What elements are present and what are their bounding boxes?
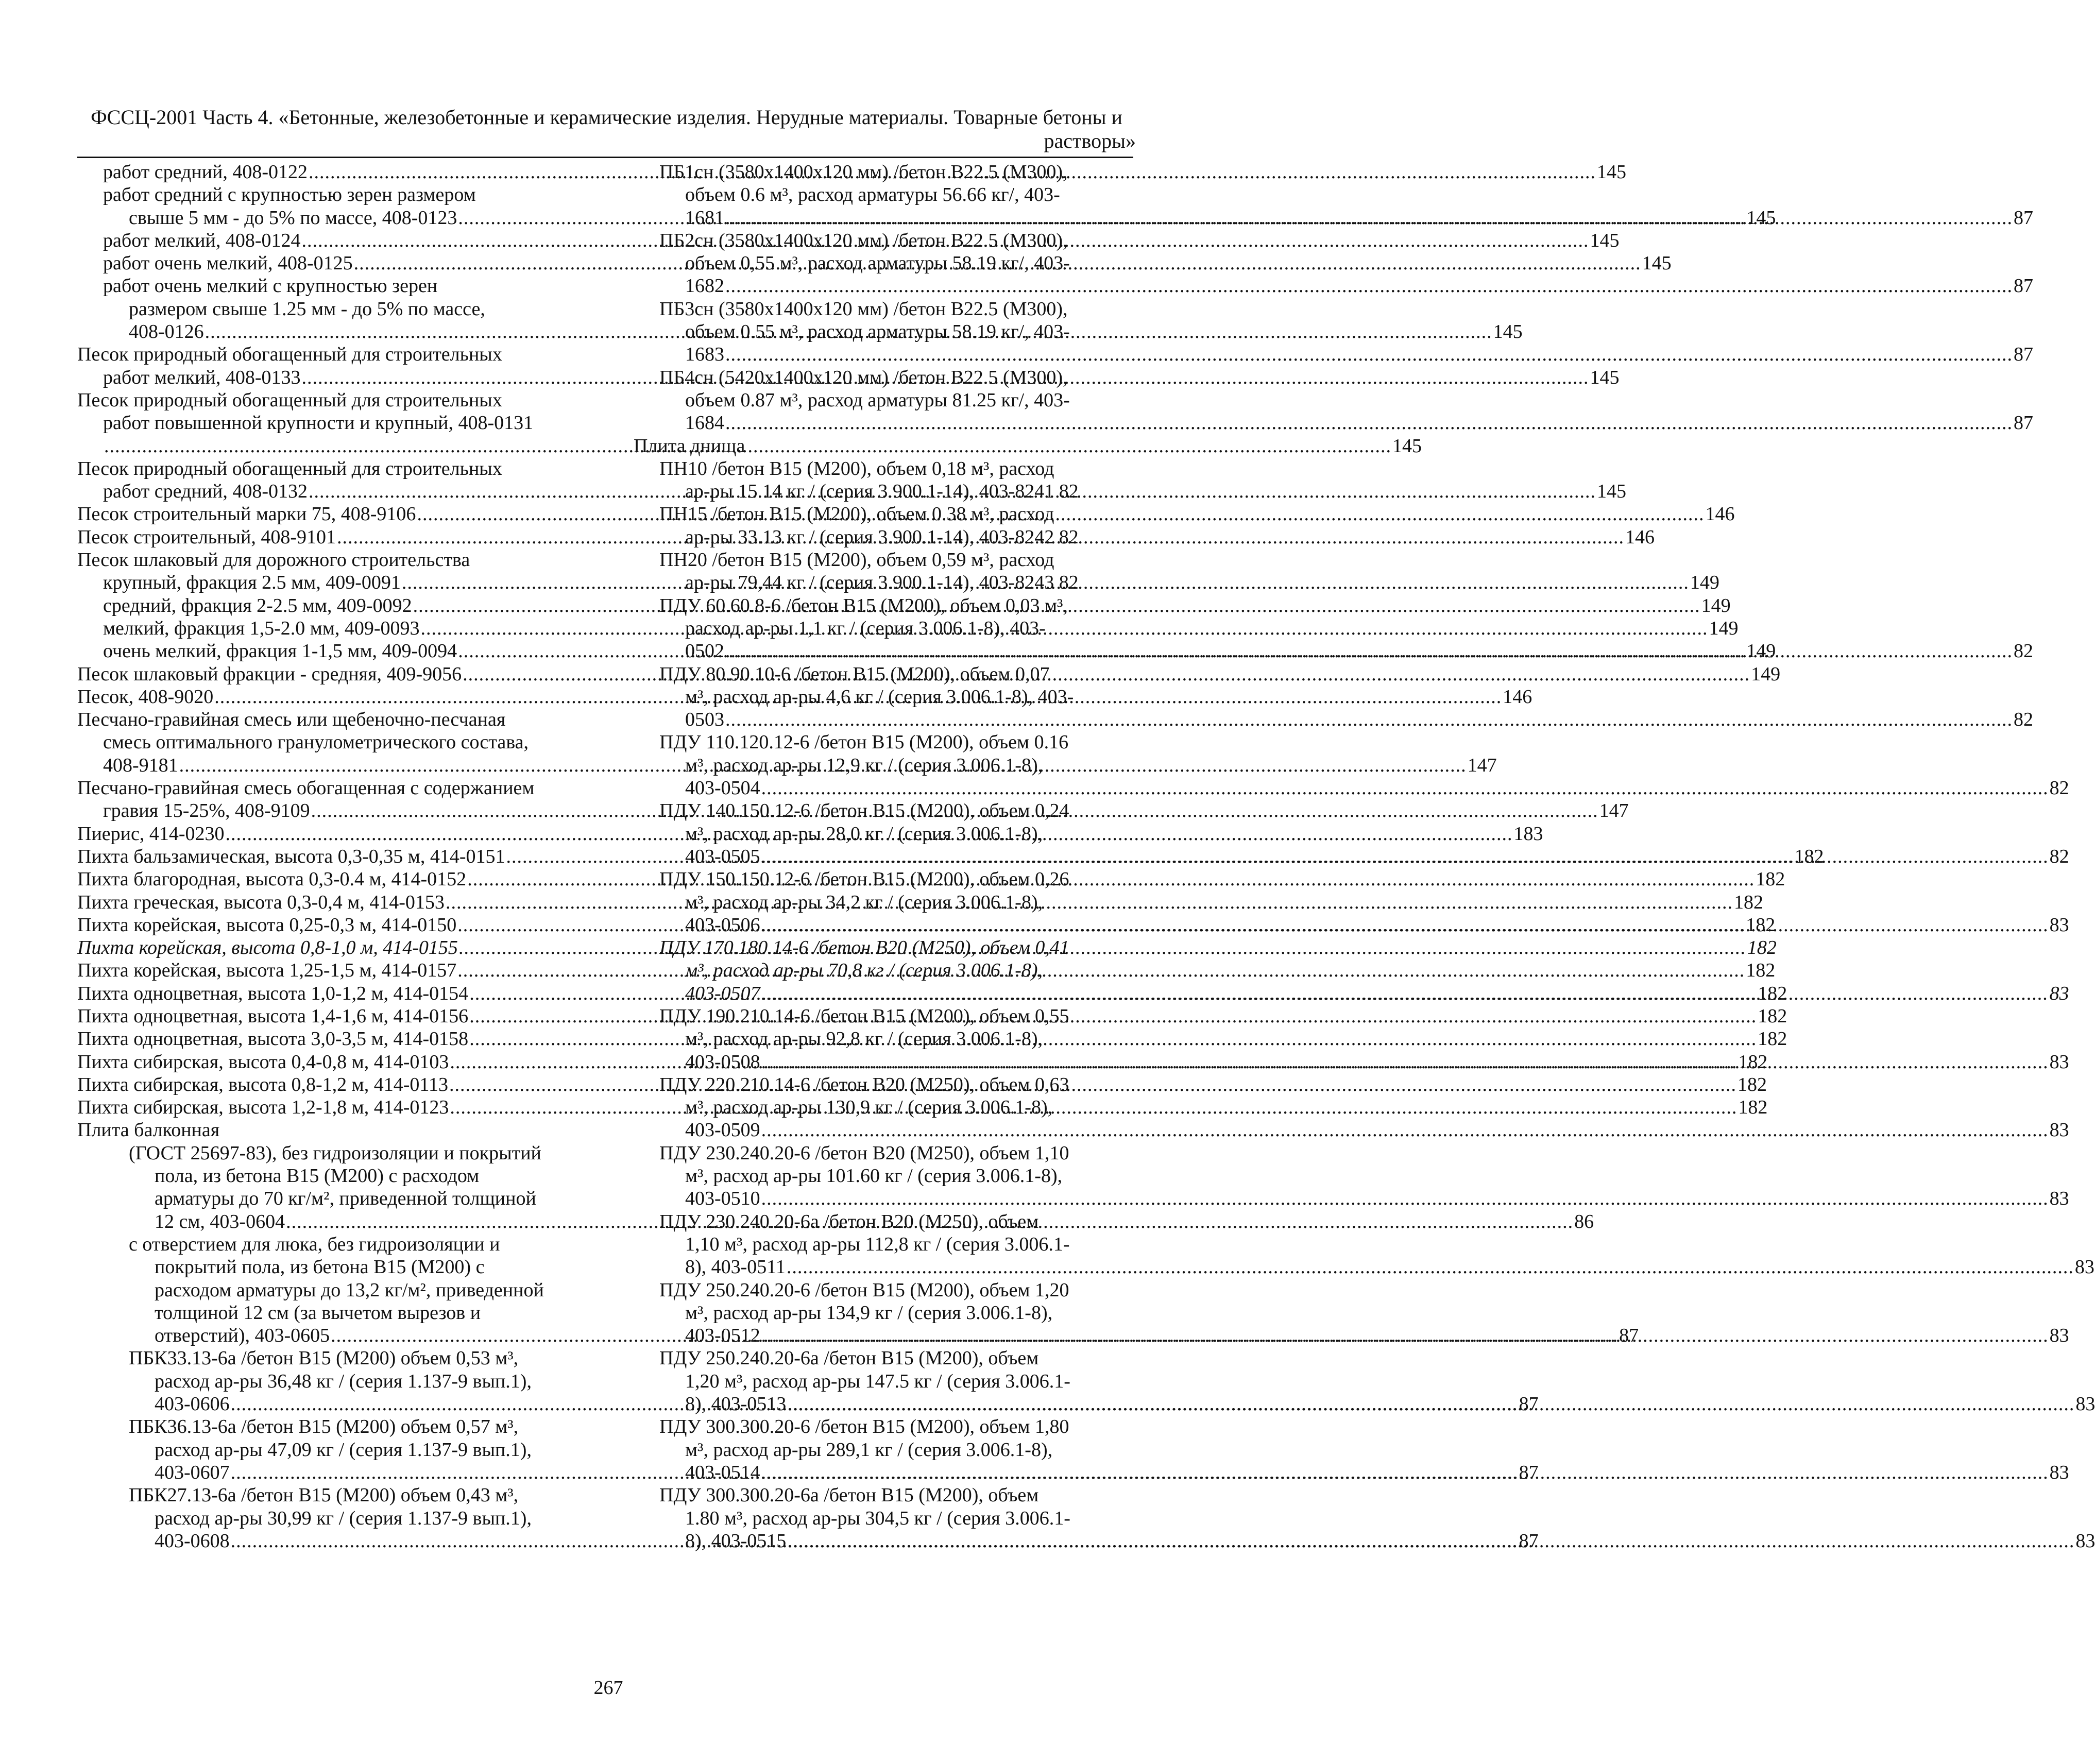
entry-page-number: 145 [1392, 435, 1422, 457]
entry-page-number: 83 [2075, 1530, 2095, 1552]
entry-line: работ повышенной крупности и крупный, 408-0131 [103, 412, 534, 434]
entry-text: Песок шлаковый фракции - средняя, 409-9056 [77, 663, 462, 685]
entry-text: работ мелкий, 408-0124 [103, 229, 301, 251]
entry-text: Пихта сибирская, высота 1,2-1,8 м, 414-0123 [77, 1097, 449, 1119]
entry-page-number: 87 [1519, 1393, 1539, 1415]
entry-line: с отверстием для люка, без гидроизоляции и [129, 1233, 500, 1255]
entry-line [659, 1119, 2069, 1141]
entry-line: 1,20 м³, расход ар-ры 147.5 кг / (серия 3.006.1- [685, 1370, 1070, 1392]
entry-page-number: 182 [1794, 845, 1824, 867]
entry-line: (ГОСТ 25697-83), без гидроизоляции и покрытий [129, 1142, 541, 1164]
entry-line: 1,10 м³, расход ар-ры 112,8 кг / (серия 3.006.1- [685, 1233, 1070, 1255]
entry-line: ПБ1сн (3580х1400х120 мм) /бетон В22.5 (М300), [659, 161, 1068, 183]
dot-leader [787, 1393, 2074, 1415]
entry-page-number: 182 [1758, 1005, 1787, 1027]
entry-page-number: 145 [1590, 366, 1620, 388]
entry-text: 408-0126 [129, 321, 204, 343]
entry-text: 403-0606 [155, 1393, 230, 1415]
entry-line: м³, расход ар-ры 101.60 кг / (серия 3.006.1-8), [685, 1165, 1063, 1187]
index-entry [634, 435, 1136, 457]
entry-line [659, 777, 2069, 799]
entry-line: ПБК36.13-6а /бетон В15 (М200) объем 0,57 м³, [129, 1416, 519, 1438]
entry-line: расходом арматуры до 13,2 кг/м², приведенной [155, 1279, 544, 1301]
entry-line: толщиной 12 см (за вычетом вырезов и [155, 1301, 481, 1324]
entry-page-number: 149 [1746, 640, 1776, 662]
entry-line: работ очень мелкий с крупностью зерен [103, 275, 438, 297]
entry-page-number: 146 [1625, 526, 1655, 548]
dot-leader [725, 275, 2013, 297]
entry-page-number: 145 [1746, 207, 1776, 229]
entry-text: Пихта сибирская, высота 0,8-1,2 м, 414-0113 [77, 1073, 448, 1095]
header-rule [77, 157, 1133, 158]
entry-line: покрытий пола, из бетона В15 (М200) с [155, 1256, 485, 1278]
entry-page-number: 82 [2049, 845, 2069, 867]
index-entry [634, 1142, 2069, 1210]
entry-text: гравия 15-25%, 408-9109 [103, 800, 310, 822]
entry-line: Песок природный обогащенный для строительных [77, 389, 502, 411]
entry-line: ПБК27.13-6а /бетон В15 (М200) объем 0,43 м³, [129, 1484, 519, 1506]
entry-line: ПБ2сн (3580х1400х120 мм) /бетон В22.5 (М300), [659, 229, 1068, 251]
entry-page-number: 83 [2074, 1256, 2094, 1278]
entry-text: Пихта корейская, высота 1,25-1,5 м, 414-0157 [77, 960, 457, 982]
entry-line: м³, расход ар-ры 289,1 кг / (серия 3.006.1-8), [685, 1438, 1053, 1461]
entry-line: ар-ры 33.13 кг / (серия 3.900.1-14), 403-8242 82 [685, 526, 1079, 548]
index-entry [634, 549, 1136, 594]
dot-leader [787, 1530, 2074, 1552]
entry-text: 1683 [685, 344, 724, 366]
entry-page-number: 87 [2014, 275, 2033, 297]
entry-page-number: 149 [1701, 594, 1731, 616]
entry-page-number: 182 [1737, 1073, 1767, 1095]
entry-page-number: 147 [1467, 754, 1497, 776]
entry-text: Пихта одноцветная, высота 1,4-1,6 м, 414-0156 [77, 1005, 469, 1027]
entry-line: ПДУ 110.120.12-6 /бетон В15 (М200), объем 0.16 [659, 731, 1069, 753]
entry-line: м³, расход ар-ры 130,9 кг / (серия 3.006.1-8), [685, 1097, 1053, 1119]
dot-leader [725, 709, 2013, 730]
entry-line: Песок природный обогащенный для строительных [77, 344, 502, 366]
entry-text: Пихта корейская, высота 0,8-1,0 м, 414-0155 [77, 937, 458, 959]
entry-page-number: 182 [1746, 914, 1776, 936]
entry-page-number: 83 [2049, 1325, 2069, 1347]
entry-line: м³, расход ар-ры 28,0 кг / (серия 3.006.1-8), [685, 823, 1043, 845]
entry-page-number: 182 [1733, 891, 1763, 913]
entry-line: Песчано-гравийная смесь обогащенная с содержанием [77, 777, 535, 799]
entry-line: ПДУ 300.300.20-6 /бетон В15 (М200), объем 1,80 [659, 1416, 1069, 1438]
entry-page-number: 145 [1590, 229, 1620, 251]
entry-line [659, 275, 2033, 297]
entry-page-number: 182 [1758, 982, 1787, 1004]
entry-line: м³, расход ар-ры 34,2 кг / (серия 3.006.1-8), [685, 891, 1043, 913]
entry-text: работ средний, 408-0132 [103, 481, 308, 503]
entry-line: пола, из бетона В15 (М200) с расходом [155, 1165, 480, 1187]
entry-page-number: 82 [2014, 640, 2033, 662]
entry-page-number: 183 [1513, 823, 1543, 845]
entry-page-number: 87 [2014, 344, 2033, 366]
entry-line: расход ар-ры 36,48 кг / (серия 1.137-9 вып.1), [155, 1370, 532, 1392]
entry-line: ПДУ 190.210.14-6 /бетон В15 (М200), объем 0,55 [659, 1005, 1069, 1027]
entry-text: Пихта одноцветная, высота 1,0-1,2 м, 414-0154 [77, 982, 469, 1004]
entry-page-number: 182 [1738, 1097, 1768, 1119]
entry-page-number: 147 [1599, 800, 1629, 822]
entry-line: ар-ры 15.14 кг / (серия 3.900.1-14), 403-8241 82 [685, 481, 1079, 503]
entry-line: м³, расход ар-ры 134,9 кг / (серия 3.006.1-8), [685, 1301, 1053, 1324]
entry-text: 403-0505 [685, 845, 760, 867]
entry-line: м³, расход ар-ры 92,8 кг / (серия 3.006.1-8), [685, 1028, 1043, 1050]
entry-line: размером свыше 1.25 мм - до 5% по массе, [129, 298, 485, 320]
entry-page-number: 83 [2049, 1461, 2069, 1483]
entry-text: 403-0510 [685, 1188, 760, 1210]
entry-line: объем 0.87 м³, расход арматуры 81.25 кг/, 403- [685, 389, 1070, 411]
entry-text: 408-9181 [103, 754, 178, 776]
entry-text: 0502 [685, 640, 724, 662]
entry-line: объем 0.55 м³, расход арматуры 58.19 кг/, 403- [685, 321, 1070, 343]
dot-leader [725, 640, 2013, 662]
entry-line: ПБК33.13-6а /бетон В15 (М200) объем 0,53 м³, [129, 1347, 519, 1369]
entry-line: арматуры до 70 кг/м², приведенной толщиной [155, 1188, 536, 1210]
entry-text: 403-0607 [155, 1461, 230, 1483]
entry-page-number: 83 [2075, 1393, 2095, 1415]
entry-text: 8), 403-0511 [685, 1256, 786, 1278]
entry-line: ПДУ 140.150.12-6 /бетон В15 (М200), объем 0,24 [659, 800, 1069, 822]
entry-text: 12 см, 403-0604 [155, 1210, 285, 1232]
entry-page-number: 87 [1519, 1530, 1539, 1552]
entry-line: Плита днища [634, 435, 745, 457]
entry-line [659, 708, 2033, 731]
entry-line: ПДУ 60.60.8-6 /бетон В15 (М200), объем 0,03 м³, [659, 594, 1068, 616]
entry-line: ПДУ 170.180.14-6 /бетон В20 (М250), объем 0,41 [659, 937, 1069, 959]
entry-page-number: 182 [1738, 1051, 1768, 1073]
entry-text: 403-0506 [685, 914, 760, 936]
entry-text: Пихта сибирская, высота 0,4-0,8 м, 414-0103 [77, 1051, 449, 1073]
entry-page-number: 87 [2014, 412, 2033, 434]
entry-line: ПДУ 250.240.20-6 /бетон В15 (М200), объем 1,20 [659, 1279, 1069, 1301]
entry-text: 1682 [685, 275, 724, 297]
entry-text: Песок строительный марки 75, 408-9106 [77, 503, 416, 525]
entry-line: ПДУ 150.150.12-6 /бетон В15 (М200), объем 0,26 [659, 868, 1069, 890]
entry-text: 1681 [685, 207, 724, 229]
entry-page-number: 86 [1574, 1210, 1594, 1232]
entry-line: ПН15 /бетон В15 (М200), объем 0.38 м³, расход [659, 503, 1054, 525]
dot-leader [761, 1325, 2049, 1346]
index-entry [77, 1119, 564, 1141]
entry-text: 403-0507 [685, 982, 760, 1004]
entry-line: расход ар-ры 1,1 кг / (серия 3.006.1-8), 403- [685, 617, 1046, 639]
entry-text: 1684 [685, 412, 724, 434]
dot-leader [725, 207, 2013, 229]
entry-text: 403-0512 [685, 1325, 760, 1347]
entry-page-number: 146 [1503, 686, 1532, 708]
dot-leader [725, 344, 2013, 365]
dot-leader [761, 1462, 2049, 1483]
entry-line: объем 0.6 м³, расход арматуры 56.66 кг/, 403- [685, 184, 1060, 206]
entry-line: смесь оптимального гранулометрического состава, [103, 731, 529, 753]
entry-text: 0503 [685, 709, 724, 731]
entry-line: Песок природный обогащенный для строительных [77, 457, 502, 479]
entry-page-number: 145 [1597, 161, 1627, 183]
index-entry [634, 503, 1136, 549]
entry-page-number: 149 [1690, 572, 1719, 594]
entry-line: работ средний с крупностью зерен размером [103, 184, 476, 206]
entry-line: ПН10 /бетон В15 (М200), объем 0,18 м³, расход [659, 457, 1054, 479]
dot-leader [761, 983, 2049, 1004]
entry-text: работ очень мелкий, 408-0125 [103, 252, 353, 275]
entry-page-number: 83 [2049, 1119, 2069, 1141]
header-line-2: растворы» [1044, 129, 1136, 152]
entry-page-number: 87 [1519, 1461, 1539, 1483]
entry-line: расход ар-ры 30,99 кг / (серия 1.137-9 вып.1), [155, 1507, 532, 1529]
entry-page-number: 83 [2049, 1188, 2069, 1210]
entry-text: Пихта бальзамическая, высота 0,3-0,35 м, 414-0151 [77, 845, 505, 867]
entry-text: Пихта корейская, высота 0,25-0,3 м, 414-0150 [77, 914, 457, 936]
entry-page-number: 182 [1756, 868, 1785, 890]
dot-leader [761, 1188, 2049, 1209]
page-number: 267 [593, 1677, 623, 1699]
entry-line: 1.80 м³, расход ар-ры 304,5 кг / (серия 3.006.1- [685, 1507, 1070, 1529]
dot-leader [761, 1051, 2049, 1073]
entry-text: свыше 5 мм - до 5% по массе, 408-0123 [129, 207, 457, 229]
entry-text: очень мелкий, фракция 1-1,5 мм, 409-0094 [103, 640, 457, 662]
entry-line: м³, расход ар-ры 12,9 кг / (серия 3.006.1-8), [685, 754, 1043, 776]
entry-page-number: 149 [1751, 663, 1781, 685]
entry-text: Песок строительный, 408-9101 [77, 526, 336, 548]
entry-line: расход ар-ры 47,09 кг / (серия 1.137-9 вып.1), [155, 1438, 532, 1461]
entry-text: Пихта греческая, высота 0,3-0,4 м, 414-0153 [77, 891, 445, 913]
entry-page-number: 149 [1709, 617, 1739, 639]
entry-text: отверстий), 403-0605 [155, 1325, 330, 1347]
entry-text: работ средний, 408-0122 [103, 161, 308, 183]
running-header [77, 106, 1136, 153]
dot-leader [761, 846, 2049, 867]
entry-page-number: 83 [2049, 982, 2069, 1004]
entry-page-number: 87 [2014, 207, 2033, 229]
entry-page-number: 145 [1493, 321, 1523, 343]
entry-text: Пихта благородная, высота 0,3-0.4 м, 414-0152 [77, 868, 467, 890]
entry-page-number: 182 [1746, 960, 1776, 982]
entry-text: работ мелкий, 408-0133 [103, 366, 301, 388]
entry-page-number: 83 [2049, 914, 2069, 936]
entry-page-number: 182 [1747, 937, 1777, 959]
entry-line: ПДУ 80.90.10-6 /бетон В15 (М200), объем 0,07 [659, 663, 1050, 685]
entry-line [659, 343, 2033, 366]
entry-page-number: 82 [2014, 709, 2033, 731]
dot-leader [725, 412, 2013, 434]
entry-page-number: 87 [1619, 1325, 1639, 1347]
entry-text: крупный, фракция 2.5 мм, 409-0091 [103, 572, 401, 594]
entry-line: объем 0,55 м³, расход арматуры 58.19 кг/, 403- [685, 252, 1070, 275]
entry-text: мелкий, фракция 1,5-2.0 мм, 409-0093 [103, 617, 420, 639]
entry-line: м³, расход ар-ры 4,6 кг / (серия 3.006.1-8), 403- [685, 686, 1074, 708]
index-entry [77, 549, 564, 571]
entry-line: ПДУ 220.210.14-6 /бетон В20 (М250), объем 0,63 [659, 1073, 1069, 1095]
dot-leader [761, 1119, 2049, 1141]
entry-text: средний, фракция 2-2.5 мм, 409-0092 [103, 594, 412, 616]
entry-line: ПДУ 300.300.20-6а /бетон В15 (М200), объем [659, 1484, 1039, 1506]
entry-page-number: 146 [1705, 503, 1735, 525]
dot-leader [787, 1256, 2074, 1278]
entry-line [659, 1187, 2069, 1210]
entry-line: ПБ3сн (3580х1400х120 мм) /бетон В22.5 (М300), [659, 298, 1068, 320]
entry-text: Песок, 408-9020 [77, 686, 214, 708]
entry-line: ПН20 /бетон В15 (М200), объем 0,59 м³, расход [659, 549, 1054, 571]
entry-text: 403-0504 [685, 777, 760, 799]
entry-text: Пиерис, 414-0230 [77, 823, 225, 845]
entry-line: ПБ4сн (5420х1400х120 мм) /бетон В22.5 (М300), [659, 366, 1068, 388]
entry-text: Пихта одноцветная, высота 3,0-3,5 м, 414-0158 [77, 1028, 469, 1050]
entry-text: 403-0514 [685, 1461, 760, 1483]
entry-page-number: 82 [2049, 777, 2069, 799]
entry-line: м³, расход ар-ры 70,8 кг / (серия 3.006.1-8), [685, 960, 1043, 982]
entry-page-number: 83 [2049, 1051, 2069, 1073]
dot-leader [761, 777, 2049, 799]
dot-leader [761, 914, 2049, 936]
entry-text: 403-0508 [685, 1051, 760, 1073]
header-line-1: ФССЦ-2001 Часть 4. «Бетонные, железобетонные и керамические изделия. Нерудные материалы. Товарные бетоны и [91, 106, 1122, 129]
entry-line [659, 412, 2033, 434]
entry-line: ПДУ 230.240.20-6а /бетон В20 (М250), объем [659, 1210, 1039, 1232]
entry-line: ар-ры 79,44 кг / (серия 3.900.1-14), 403-8243 82 [685, 572, 1079, 594]
entry-text: 8), 403-0513 [685, 1393, 787, 1415]
entry-page-number: 145 [1597, 481, 1627, 503]
entry-page-number: 145 [1642, 252, 1672, 275]
entry-line: Плита балконная [77, 1119, 220, 1141]
entry-line: ПДУ 250.240.20-6а /бетон В15 (М200), объем [659, 1347, 1039, 1369]
entry-line: Песчано-гравийная смесь или щебеночно-песчаная [77, 709, 506, 731]
entry-line: Песок шлаковый для дорожного строительства [77, 549, 470, 571]
entry-text: 403-0509 [685, 1119, 760, 1141]
entry-text: 403-0608 [155, 1530, 230, 1552]
entry-line [659, 1256, 2094, 1278]
entry-page-number: 182 [1758, 1028, 1787, 1050]
entry-text: 8), 403-0515 [685, 1530, 787, 1552]
index-entry [634, 457, 1136, 503]
entry-line: ПДУ 230.240.20-6 /бетон В20 (М250), объем 1,10 [659, 1142, 1069, 1164]
